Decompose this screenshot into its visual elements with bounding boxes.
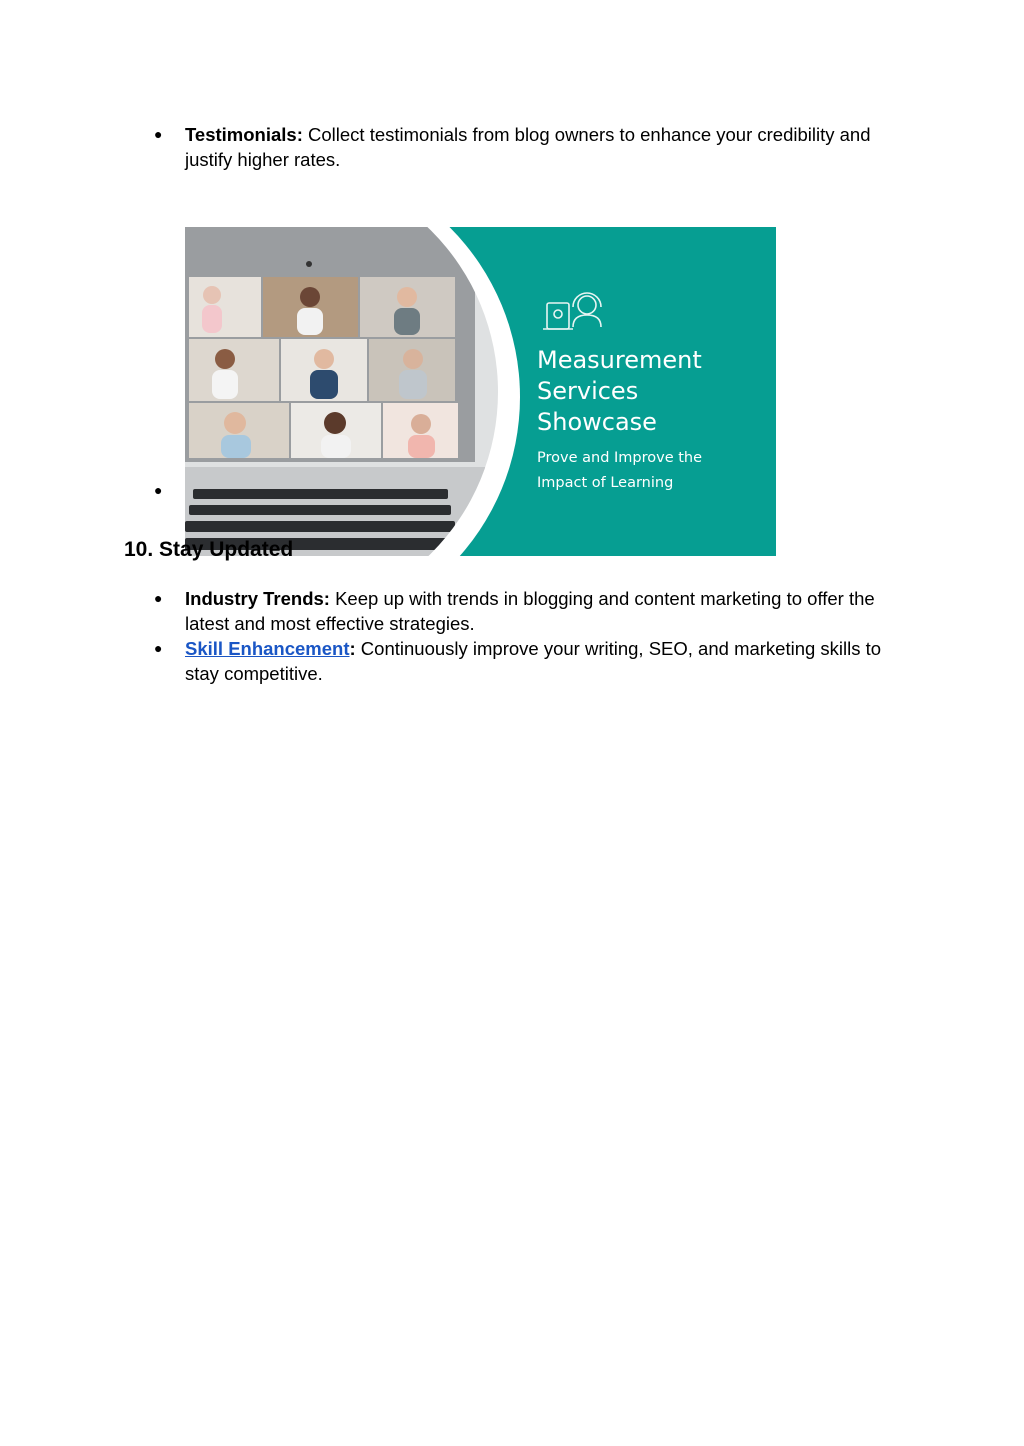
banner-title-line1: Measurement: [537, 346, 702, 374]
banner-title-line3: Showcase: [537, 408, 657, 436]
bullet-list: [150, 122, 910, 502]
skill-enhancement-colon: :: [349, 638, 356, 659]
bullet-icon: ●: [154, 126, 163, 142]
list-item-skill-enhancement: [150, 636, 910, 686]
banner-text-block: [537, 345, 702, 496]
measurement-showcase-image: [185, 227, 776, 556]
banner-title-line2: Services: [537, 377, 639, 405]
skill-enhancement-link[interactable]: Skill Enhancement: [185, 638, 350, 659]
bullet-list: [150, 586, 910, 686]
list-item-image: [150, 172, 910, 502]
banner-subtitle-line2: Impact of Learning: [537, 475, 674, 491]
list-item-testimonials: [150, 122, 910, 172]
testimonials-text: Collect testimonials from blog owners to enhance your credibility and justify higher rates.: [185, 124, 871, 170]
industry-trends-text: Keep up with trends in blogging and content marketing to offer the latest and most effective strategies.: [185, 588, 875, 634]
section-heading: 10. Stay Updated: [124, 538, 294, 561]
industry-trends-lead: Industry Trends:: [185, 588, 330, 609]
testimonials-lead: Testimonials:: [185, 124, 303, 145]
skill-enhancement-text: Continuously improve your writing, SEO, and marketing skills to stay competitive.: [185, 638, 882, 684]
list-item-industry-trends: [150, 586, 910, 636]
bullet-icon: ●: [154, 482, 163, 498]
bullet-icon: ●: [154, 590, 163, 606]
banner-subtitle-line1: Prove and Improve the: [537, 450, 703, 466]
bullet-icon: ●: [154, 640, 163, 656]
